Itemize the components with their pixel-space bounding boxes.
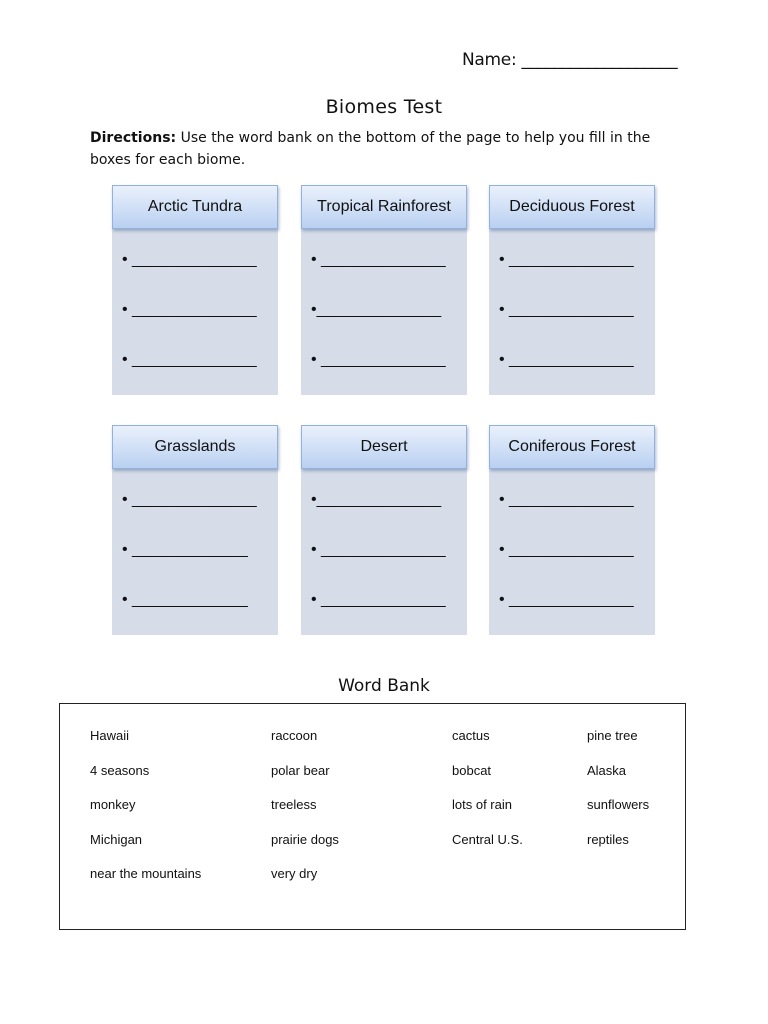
answer-blank[interactable]: • ______________ (499, 351, 634, 368)
directions-text: Use the word bank on the bottom of the page to help you fill in the boxes for each biome. (90, 130, 651, 168)
name-field[interactable]: Name: ___________________ (462, 50, 678, 70)
biome-card-desert (301, 425, 467, 635)
word-bank-item: Alaska (587, 763, 627, 778)
answer-blank[interactable]: • ______________ (122, 351, 257, 368)
biome-title: Tropical Rainforest (301, 185, 467, 229)
biome-title: Grasslands (112, 425, 278, 469)
answer-blank[interactable]: •______________ (311, 301, 442, 318)
word-bank-item: cactus (452, 728, 490, 743)
biome-card-deciduous-forest (489, 185, 655, 395)
answer-blank[interactable]: • ______________ (122, 491, 257, 508)
answer-blank[interactable]: • ______________ (499, 251, 634, 268)
answer-blank[interactable]: • ______________ (122, 301, 257, 318)
answer-blank[interactable]: • _____________ (122, 541, 248, 558)
answer-blank[interactable]: • ______________ (499, 301, 634, 318)
word-bank-item: prairie dogs (271, 832, 339, 847)
word-bank-item: Hawaii (90, 728, 130, 743)
answer-blank[interactable]: • ______________ (499, 491, 634, 508)
answer-blank[interactable]: • ______________ (311, 351, 446, 368)
answer-blank[interactable]: • ______________ (122, 251, 257, 268)
answer-blank[interactable]: • ______________ (311, 251, 446, 268)
answer-blank[interactable]: • _____________ (122, 591, 248, 608)
directions-label: Directions: (90, 130, 177, 146)
answer-blank[interactable]: • ______________ (311, 591, 446, 608)
word-bank-item: treeless (271, 797, 317, 812)
word-bank-item: lots of rain (452, 797, 512, 812)
answer-blank[interactable]: •______________ (311, 491, 442, 508)
word-bank-item: monkey (90, 797, 136, 812)
word-bank-box (59, 703, 686, 930)
biome-card-arctic-tundra (112, 185, 278, 395)
biome-title: Coniferous Forest (489, 425, 655, 469)
biome-title: Desert (301, 425, 467, 469)
biome-title: Arctic Tundra (112, 185, 278, 229)
word-bank-item: reptiles (587, 832, 629, 847)
word-bank-item: pine tree (587, 728, 638, 743)
directions (90, 127, 680, 171)
word-bank-item: very dry (271, 866, 318, 881)
word-bank-item: Michigan (90, 832, 143, 847)
biome-card-tropical-rainforest (301, 185, 467, 395)
word-bank-title: Word Bank (338, 676, 430, 696)
word-bank-item: polar bear (271, 763, 330, 778)
answer-blank[interactable]: • ______________ (311, 541, 446, 558)
word-bank-item: Central U.S. (452, 832, 523, 847)
page-title: Biomes Test (325, 96, 443, 118)
word-bank-item: bobcat (452, 763, 492, 778)
word-bank-item: sunflowers (587, 797, 650, 812)
word-bank-item: 4 seasons (90, 763, 150, 778)
word-bank-item: raccoon (271, 728, 318, 743)
biome-card-grasslands (112, 425, 278, 635)
biome-title: Deciduous Forest (489, 185, 655, 229)
biome-card-coniferous-forest (489, 425, 655, 635)
answer-blank[interactable]: • ______________ (499, 591, 634, 608)
word-bank-item: near the mountains (90, 866, 202, 881)
answer-blank[interactable]: • ______________ (499, 541, 634, 558)
